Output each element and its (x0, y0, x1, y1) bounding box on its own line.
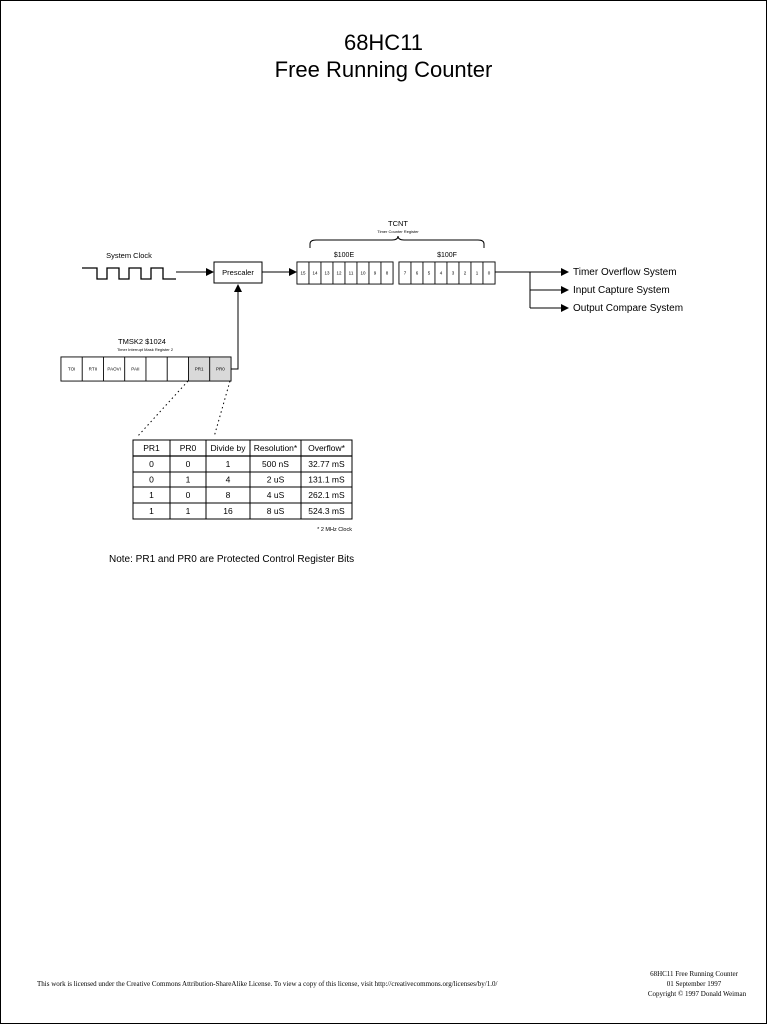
tcnt-high-bit-label: 12 (336, 270, 342, 276)
prescaler-table (133, 440, 352, 519)
callout-line-left (137, 381, 188, 437)
output-timer-overflow: Timer Overflow System (573, 267, 677, 278)
license-text: This work is licensed under the Creative Commons Attribution-ShareAlike License. To view a copy of this license, visit http://creativecommons.org/licenses/by/1.0/ (37, 980, 498, 988)
table-header-cell: Divide by (210, 443, 246, 453)
tcnt-subtitle: Timer Counter Register (377, 229, 419, 234)
tmsk2-name: TMSK2 $1024 (118, 337, 166, 346)
table-cell: 0 (185, 490, 191, 500)
table-header-cell: Overflow* (308, 443, 345, 453)
tmsk2-cell (167, 357, 188, 381)
footer-date: 01 September 1997 (666, 980, 722, 988)
prescaler-label: Prescaler (222, 268, 254, 277)
tcnt-low-address: $100F (437, 252, 457, 259)
tmsk2-cell (146, 357, 167, 381)
page-title: 68HC11 (343, 30, 424, 55)
page-subtitle: Free Running Counter (274, 57, 493, 82)
tmsk2-bit-label: PAOVI (107, 366, 121, 372)
tmsk2-bit-label: TOI (67, 366, 76, 372)
tmsk2-bit-label: PR0 (215, 366, 225, 372)
tcnt-low-bit-label: 7 (403, 270, 407, 276)
table-cell: 8 uS (266, 506, 285, 516)
callout-line-right (214, 381, 230, 437)
tcnt-low-bit-label: 1 (475, 270, 479, 276)
table-cell: 8 (225, 490, 231, 500)
tcnt-low-bit-label: 4 (439, 270, 443, 276)
tcnt-name: TCNT (388, 219, 408, 228)
output-input-capture: Input Capture System (573, 285, 670, 296)
note-text: Note: PR1 and PR0 are Protected Control Register Bits (109, 554, 355, 565)
table-cell: 0 (149, 459, 154, 469)
tcnt-low-bit-label: 0 (487, 270, 491, 276)
table-cell: 262.1 mS (308, 490, 345, 500)
table-cell: 1 (225, 459, 231, 469)
tcnt-low-bit-label: 5 (427, 270, 431, 276)
table-cell: 1 (185, 506, 191, 516)
system-clock-label: System Clock (106, 251, 152, 260)
tcnt-high-bit-label: 8 (385, 270, 389, 276)
table-cell: 500 nS (262, 459, 289, 469)
tmsk2-bit-label: PR1 (194, 366, 204, 372)
table-cell: 4 uS (266, 490, 285, 500)
tcnt-high-bit-label: 14 (312, 270, 318, 276)
tcnt-low-bit-label: 3 (451, 270, 455, 276)
footer-copyright: Copyright © 1997 Donald Weiman (647, 990, 747, 998)
table-cell: 0 (185, 459, 191, 469)
tcnt-high-address: $100E (333, 252, 355, 259)
clock-waveform (82, 268, 176, 279)
table-header-cell: Resolution* (253, 443, 298, 453)
table-header-cell: PR1 (143, 443, 160, 453)
table-cell: 1 (149, 490, 154, 500)
tmsk2-subtitle: Timer Interrupt Mask Register 2 (116, 347, 174, 352)
table-cell: 1 (149, 506, 154, 516)
table-footnote: * 2 MHz Clock (317, 527, 352, 533)
tmsk2-bit-label: PAII (131, 366, 140, 372)
table-cell: 0 (149, 474, 154, 485)
tcnt-low-bit-label: 2 (463, 270, 467, 276)
table-cell: 16 (223, 506, 233, 516)
tcnt-high-bit-label: 11 (348, 270, 354, 276)
tcnt-high-bit-label: 15 (300, 270, 306, 276)
tmsk2-bit-label: RTII (88, 366, 98, 372)
table-cell: 131.1 mS (308, 474, 345, 485)
table-header-cell: PR0 (179, 443, 197, 453)
table-cell: 4 (225, 474, 231, 485)
pr-bits-to-prescaler-arrow (231, 285, 238, 369)
output-output-compare: Output Compare System (573, 303, 684, 314)
tcnt-high-bit-label: 10 (360, 270, 366, 276)
tcnt-low-bit-label: 6 (415, 270, 419, 276)
table-cell: 32.77 mS (308, 459, 345, 469)
table-cell: 1 (185, 474, 191, 485)
tcnt-brace (310, 236, 484, 248)
tcnt-high-bit-label: 13 (324, 270, 330, 276)
footer-title: 68HC11 Free Running Counter (650, 970, 738, 978)
table-cell: 2 uS (266, 474, 285, 485)
tcnt-high-bit-label: 9 (373, 270, 377, 276)
table-cell: 524.3 mS (308, 506, 345, 516)
